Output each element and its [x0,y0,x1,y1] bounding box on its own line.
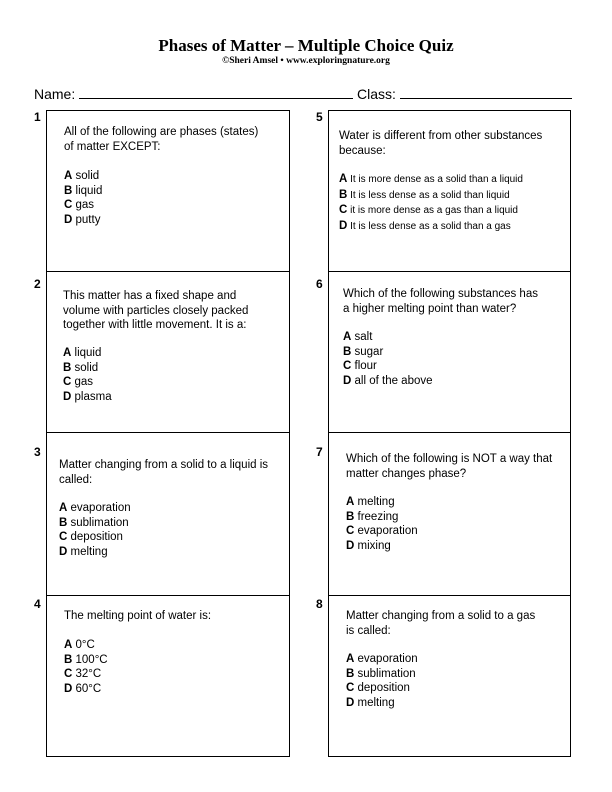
options-2 [63,346,112,404]
question-text-3 [59,458,268,487]
name-label: Name: [34,86,76,102]
class-label: Class: [357,86,396,102]
option-b[interactable]: B sugar [343,345,384,358]
option-c[interactable]: C deposition [59,531,123,543]
options-7 [346,495,418,553]
question-text-7 [346,452,552,481]
question-text-5 [339,129,542,158]
question-number-2: 2 [34,277,41,291]
class-blank[interactable] [400,85,572,99]
question-line: is called: [346,624,391,637]
option-b[interactable]: B sublimation [346,667,416,680]
question-line: All of the following are phases (states) [64,126,259,138]
option-d[interactable]: D plasma [63,390,112,403]
option-c[interactable]: C flour [343,360,377,372]
option-c[interactable]: C gas [64,199,95,211]
question-line: of matter EXCEPT: [64,140,161,153]
option-a[interactable]: A solid [64,170,100,182]
option-a[interactable]: A It is more dense as a solid than a liquid [339,173,523,185]
question-line: together with little movement. It is a: [63,319,247,331]
option-c[interactable]: C 32°C [64,668,102,680]
option-d[interactable]: D 60°C [64,682,102,695]
option-c[interactable]: C deposition [346,682,410,694]
question-number-4: 4 [34,597,41,611]
option-b[interactable]: B sublimation [59,516,129,529]
question-number-5: 5 [316,110,323,124]
option-d[interactable]: D all of the above [343,374,433,387]
option-c[interactable]: C evaporation [346,525,418,537]
option-b[interactable]: B 100°C [64,653,108,666]
question-text-1 [64,125,258,154]
question-number-7: 7 [316,445,323,459]
question-line: a higher melting point than water? [343,302,517,315]
option-b[interactable]: B It is less dense as a solid than liquid [339,188,510,201]
option-b[interactable]: B liquid [64,184,103,197]
options-4 [64,638,108,696]
option-b[interactable]: B freezing [346,510,399,523]
question-line: The melting point of water is: [64,610,212,622]
options-5 [339,172,523,234]
question-text-4 [64,609,211,624]
option-a[interactable]: A liquid [63,347,102,359]
question-number-1: 1 [34,110,41,124]
option-d[interactable]: D It is less dense as a solid than a gas [339,219,511,232]
question-text-2 [63,289,248,333]
option-c[interactable]: C gas [63,376,94,388]
page-title: Phases of Matter – Multiple Choice Quiz [158,36,454,55]
options-6 [343,330,433,388]
question-line: Water is different from other substances [339,130,543,142]
credit-line: ©Sheri Amsel • www.exploringnature.org [222,56,390,66]
option-d[interactable]: D melting [59,545,108,558]
name-blank[interactable] [79,85,353,99]
option-d[interactable]: D melting [346,696,395,709]
options-8 [346,652,418,710]
option-a[interactable]: A salt [343,331,373,343]
question-line: Matter changing from a solid to a liquid is [59,459,269,471]
question-number-3: 3 [34,445,41,459]
question-line: This matter has a fixed shape and [63,290,237,302]
question-number-8: 8 [316,597,323,611]
question-number-6: 6 [316,277,323,291]
option-a[interactable]: A 0°C [64,639,95,651]
name-class-line [34,85,574,102]
options-1 [64,169,102,227]
question-line: matter changes phase? [346,467,467,480]
option-a[interactable]: A evaporation [346,653,418,665]
question-text-8 [346,609,535,638]
question-text-6 [343,287,538,316]
options-3 [59,501,131,559]
question-line: volume with particles closely packed [63,304,249,317]
option-d[interactable]: D mixing [346,539,391,552]
option-a[interactable]: A evaporation [59,502,131,514]
question-line: Matter changing from a solid to a gas [346,610,536,622]
option-a[interactable]: A melting [346,496,395,508]
option-b[interactable]: B solid [63,361,99,374]
question-line: because: [339,144,386,157]
option-c[interactable]: C it is more dense as a gas than a liquid [339,204,518,216]
option-d[interactable]: D putty [64,213,101,226]
question-line: Which of the following is NOT a way that [346,453,553,465]
question-line: called: [59,473,93,486]
question-line: Which of the following substances has [343,288,538,300]
